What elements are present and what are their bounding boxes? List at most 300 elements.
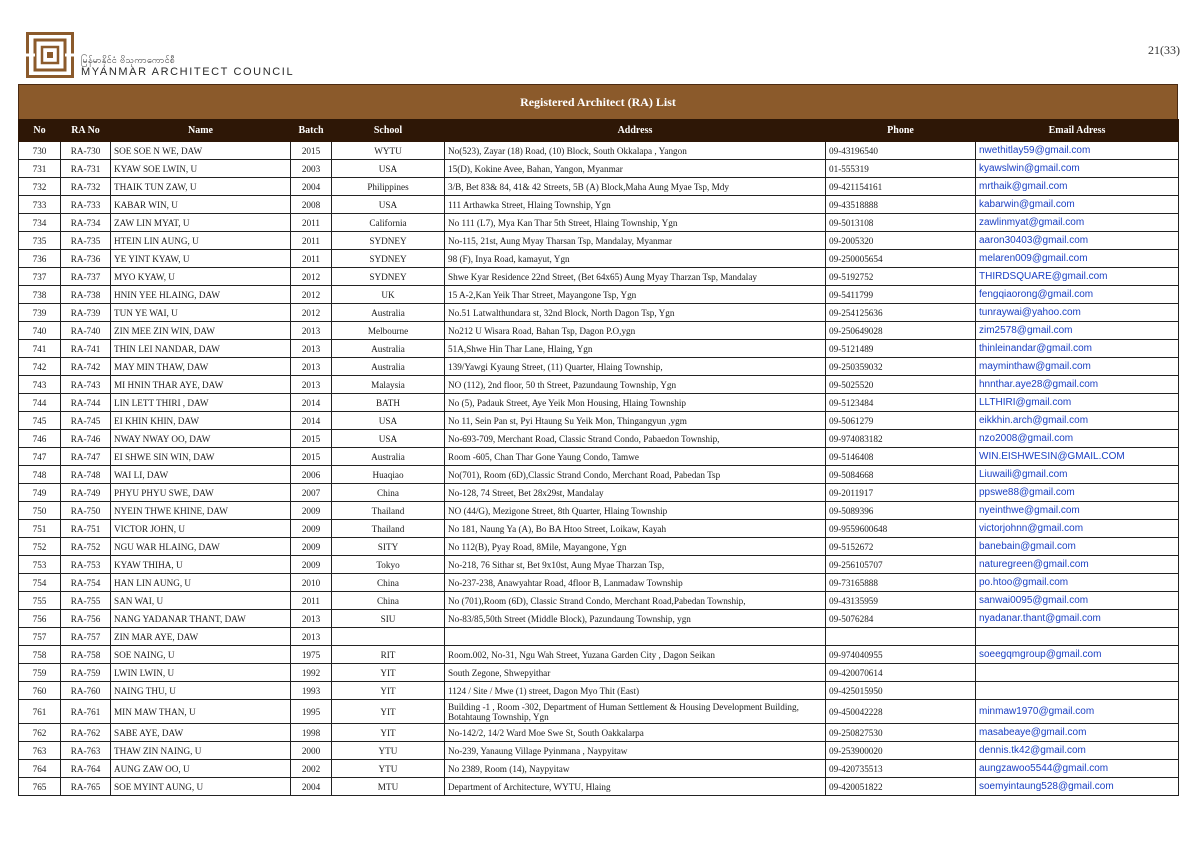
table-row bbox=[19, 142, 1179, 160]
ra-no-cell: RA-740 bbox=[61, 322, 111, 340]
no-cell: 743 bbox=[19, 376, 61, 394]
address-cell: 3/B, Bet 83& 84, 41& 42 Streets, 5B (A) Block,Maha Aung Myae Tsp, Mdy bbox=[445, 178, 826, 196]
address-cell: No-83/85,50th Street (Middle Block), Pazundaung Township, ygn bbox=[445, 610, 826, 628]
email-cell[interactable]: mrthaik@gmail.com bbox=[976, 178, 1179, 196]
no-cell: 741 bbox=[19, 340, 61, 358]
school-cell: SYDNEY bbox=[332, 232, 445, 250]
name-cell: ZAW LIN MYAT, U bbox=[111, 214, 291, 232]
address-cell: Room.002, No-31, Ngu Wah Street, Yuzana Garden City , Dagon Seikan bbox=[445, 646, 826, 664]
name-cell: PHYU PHYU SWE, DAW bbox=[111, 484, 291, 502]
phone-cell: 09-425015950 bbox=[826, 682, 976, 700]
no-cell: 739 bbox=[19, 304, 61, 322]
org-name-burmese: မြန်မာနိုင်ငံ ဗိသုကာကောင်စီ bbox=[81, 56, 176, 66]
phone-cell: 09-250827530 bbox=[826, 724, 976, 742]
table-row bbox=[19, 484, 1179, 502]
name-cell: EI SHWE SIN WIN, DAW bbox=[111, 448, 291, 466]
name-cell: THAIK TUN ZAW, U bbox=[111, 178, 291, 196]
no-cell: 750 bbox=[19, 502, 61, 520]
batch-cell: 2013 bbox=[291, 628, 332, 646]
batch-cell: 2004 bbox=[291, 178, 332, 196]
table-row bbox=[19, 700, 1179, 724]
ra-no-cell: RA-756 bbox=[61, 610, 111, 628]
school-cell: Australia bbox=[332, 340, 445, 358]
no-cell: 749 bbox=[19, 484, 61, 502]
phone-cell: 09-5411799 bbox=[826, 286, 976, 304]
address-cell: 51A,Shwe Hin Thar Lane, Hlaing, Ygn bbox=[445, 340, 826, 358]
email-cell[interactable]: minmaw1970@gmail.com bbox=[976, 700, 1179, 724]
name-cell: KABAR WIN, U bbox=[111, 196, 291, 214]
email-cell[interactable]: soeegqmgroup@gmail.com bbox=[976, 646, 1179, 664]
school-cell: China bbox=[332, 592, 445, 610]
batch-cell: 2010 bbox=[291, 574, 332, 592]
email-cell[interactable]: banebain@gmail.com bbox=[976, 538, 1179, 556]
col-school-header: School bbox=[332, 120, 445, 142]
school-cell: Huaqiao bbox=[332, 466, 445, 484]
address-cell: No (5), Padauk Street, Aye Yeik Mon Housing, Hlaing Township bbox=[445, 394, 826, 412]
no-cell: 763 bbox=[19, 742, 61, 760]
no-cell: 764 bbox=[19, 760, 61, 778]
phone-cell: 09-420070614 bbox=[826, 664, 976, 682]
address-cell: No-693-709, Merchant Road, Classic Strand Condo, Pabaedon Township, bbox=[445, 430, 826, 448]
no-cell: 757 bbox=[19, 628, 61, 646]
ra-no-cell: RA-765 bbox=[61, 778, 111, 796]
name-cell: NWAY NWAY OO, DAW bbox=[111, 430, 291, 448]
no-cell: 736 bbox=[19, 250, 61, 268]
ra-no-cell: RA-736 bbox=[61, 250, 111, 268]
school-cell: SITY bbox=[332, 538, 445, 556]
batch-cell: 2009 bbox=[291, 538, 332, 556]
address-cell: No 111 (L7), Mya Kan Thar 5th Street, Hlaing Township, Ygn bbox=[445, 214, 826, 232]
no-cell: 734 bbox=[19, 214, 61, 232]
address-cell: No-218, 76 Sithar st, Bet 9x10st, Aung Myae Tharzan Tsp, bbox=[445, 556, 826, 574]
ra-no-cell: RA-733 bbox=[61, 196, 111, 214]
batch-cell: 2013 bbox=[291, 322, 332, 340]
email-cell[interactable]: soemyintaung528@gmail.com bbox=[976, 778, 1179, 796]
school-cell: YIT bbox=[332, 700, 445, 724]
batch-cell: 1992 bbox=[291, 664, 332, 682]
name-cell: LWIN LWIN, U bbox=[111, 664, 291, 682]
table-row bbox=[19, 178, 1179, 196]
phone-cell: 09-5013108 bbox=[826, 214, 976, 232]
name-cell: SOE NAING, U bbox=[111, 646, 291, 664]
phone-cell: 09-250359032 bbox=[826, 358, 976, 376]
page-number: 21(33) bbox=[1148, 43, 1180, 57]
name-cell: HAN LIN AUNG, U bbox=[111, 574, 291, 592]
batch-cell: 1998 bbox=[291, 724, 332, 742]
phone-cell: 09-974083182 bbox=[826, 430, 976, 448]
phone-cell: 09-2005320 bbox=[826, 232, 976, 250]
batch-cell: 2013 bbox=[291, 376, 332, 394]
email-cell[interactable]: aaron30403@gmail.com bbox=[976, 232, 1179, 250]
school-cell: Philippines bbox=[332, 178, 445, 196]
table-body bbox=[19, 142, 1179, 796]
no-cell: 748 bbox=[19, 466, 61, 484]
table-row bbox=[19, 538, 1179, 556]
batch-cell: 2014 bbox=[291, 412, 332, 430]
phone-cell: 09-450042228 bbox=[826, 700, 976, 724]
table-row bbox=[19, 286, 1179, 304]
address-cell: No (701),Room (6D), Classic Strand Condo, Merchant Road,Pabedan Township, bbox=[445, 592, 826, 610]
no-cell: 735 bbox=[19, 232, 61, 250]
address-cell: Shwe Kyar Residence 22nd Street, (Bet 64x65) Aung Myay Tharzan Tsp, Mandalay bbox=[445, 268, 826, 286]
name-cell: ZIN MAR AYE, DAW bbox=[111, 628, 291, 646]
school-cell bbox=[332, 628, 445, 646]
ra-no-cell: RA-732 bbox=[61, 178, 111, 196]
school-cell: China bbox=[332, 484, 445, 502]
email-cell[interactable]: THIRDSQUARE@gmail.com bbox=[976, 268, 1179, 286]
phone-cell: 09-5084668 bbox=[826, 466, 976, 484]
address-cell: 139/Yawgi Kyaung Street, (11) Quarter, Hlaing Township, bbox=[445, 358, 826, 376]
table-row bbox=[19, 778, 1179, 796]
table-row bbox=[19, 268, 1179, 286]
school-cell: Thailand bbox=[332, 520, 445, 538]
email-cell[interactable]: masabeaye@gmail.com bbox=[976, 724, 1179, 742]
ra-no-cell: RA-757 bbox=[61, 628, 111, 646]
no-cell: 746 bbox=[19, 430, 61, 448]
school-cell: SYDNEY bbox=[332, 250, 445, 268]
table-row bbox=[19, 358, 1179, 376]
address-cell: 98 (F), Inya Road, kamayut, Ygn bbox=[445, 250, 826, 268]
no-cell: 752 bbox=[19, 538, 61, 556]
ra-no-cell: RA-737 bbox=[61, 268, 111, 286]
school-cell: USA bbox=[332, 430, 445, 448]
school-cell: Malaysia bbox=[332, 376, 445, 394]
phone-cell: 09-5152672 bbox=[826, 538, 976, 556]
no-cell: 744 bbox=[19, 394, 61, 412]
phone-cell: 09-5061279 bbox=[826, 412, 976, 430]
no-cell: 754 bbox=[19, 574, 61, 592]
phone-cell: 09-5146408 bbox=[826, 448, 976, 466]
no-cell: 742 bbox=[19, 358, 61, 376]
table-row bbox=[19, 430, 1179, 448]
ra-no-cell: RA-752 bbox=[61, 538, 111, 556]
email-cell[interactable]: nwethitlay59@gmail.com bbox=[976, 142, 1179, 160]
name-cell: NAING THU, U bbox=[111, 682, 291, 700]
ra-no-cell: RA-746 bbox=[61, 430, 111, 448]
col-address-header: Address bbox=[445, 120, 826, 142]
name-cell: SOE SOE N WE, DAW bbox=[111, 142, 291, 160]
table-row bbox=[19, 160, 1179, 178]
school-cell: MTU bbox=[332, 778, 445, 796]
name-cell: KYAW SOE LWIN, U bbox=[111, 160, 291, 178]
name-cell: TUN YE WAI, U bbox=[111, 304, 291, 322]
table-row bbox=[19, 760, 1179, 778]
school-cell: RIT bbox=[332, 646, 445, 664]
batch-cell: 2015 bbox=[291, 448, 332, 466]
batch-cell: 2009 bbox=[291, 520, 332, 538]
school-cell: SYDNEY bbox=[332, 268, 445, 286]
batch-cell: 2014 bbox=[291, 394, 332, 412]
school-cell: YIT bbox=[332, 724, 445, 742]
address-cell: No-239, Yanaung Village Pyinmana , Naypyitaw bbox=[445, 742, 826, 760]
address-cell: NO (44/G), Mezigone Street, 8th Quarter, Hlaing Township bbox=[445, 502, 826, 520]
address-cell: NO (112), 2nd floor, 50 th Street, Pazundaung Township, Ygn bbox=[445, 376, 826, 394]
email-cell[interactable]: nyadanar.thant@gmail.com bbox=[976, 610, 1179, 628]
name-cell: VICTOR JOHN, U bbox=[111, 520, 291, 538]
no-cell: 738 bbox=[19, 286, 61, 304]
table-row bbox=[19, 664, 1179, 682]
batch-cell: 1993 bbox=[291, 682, 332, 700]
col-batch-header: Batch bbox=[291, 120, 332, 142]
address-cell bbox=[445, 628, 826, 646]
name-cell: NYEIN THWE KHINE, DAW bbox=[111, 502, 291, 520]
name-cell: KYAW THIHA, U bbox=[111, 556, 291, 574]
address-cell: No-142/2, 14/2 Ward Moe Swe St, South Oakkalarpa bbox=[445, 724, 826, 742]
address-cell: 1124 / Site / Mwe (1) street, Dagon Myo Thit (East) bbox=[445, 682, 826, 700]
email-cell[interactable]: kyawslwin@gmail.com bbox=[976, 160, 1179, 178]
batch-cell: 2012 bbox=[291, 304, 332, 322]
batch-cell: 2008 bbox=[291, 196, 332, 214]
email-cell[interactable]: nyeinthwe@gmail.com bbox=[976, 502, 1179, 520]
table-row bbox=[19, 592, 1179, 610]
email-cell[interactable]: WIN.EISHWESIN@GMAIL.COM bbox=[976, 448, 1179, 466]
email-cell[interactable]: fengqiaorong@gmail.com bbox=[976, 286, 1179, 304]
school-cell: UK bbox=[332, 286, 445, 304]
school-cell: Australia bbox=[332, 448, 445, 466]
email-cell[interactable]: po.htoo@gmail.com bbox=[976, 574, 1179, 592]
ra-no-cell: RA-760 bbox=[61, 682, 111, 700]
name-cell: MYO KYAW, U bbox=[111, 268, 291, 286]
phone-cell: 09-974040955 bbox=[826, 646, 976, 664]
batch-cell: 2009 bbox=[291, 502, 332, 520]
ra-no-cell: RA-738 bbox=[61, 286, 111, 304]
address-cell: 111 Arthawka Street, Hlaing Township, Ygn bbox=[445, 196, 826, 214]
batch-cell: 2011 bbox=[291, 592, 332, 610]
table-row bbox=[19, 466, 1179, 484]
name-cell: NGU WAR HLAING, DAW bbox=[111, 538, 291, 556]
ra-no-cell: RA-730 bbox=[61, 142, 111, 160]
name-cell: WAI LI, DAW bbox=[111, 466, 291, 484]
batch-cell: 2004 bbox=[291, 778, 332, 796]
school-cell: China bbox=[332, 574, 445, 592]
school-cell: Melbourne bbox=[332, 322, 445, 340]
phone-cell: 09-250649028 bbox=[826, 322, 976, 340]
email-cell[interactable]: tunraywai@yahoo.com bbox=[976, 304, 1179, 322]
email-cell bbox=[976, 682, 1179, 700]
email-cell[interactable]: Liuwaili@gmail.com bbox=[976, 466, 1179, 484]
email-cell[interactable]: nzo2008@gmail.com bbox=[976, 430, 1179, 448]
phone-cell: 09-253900020 bbox=[826, 742, 976, 760]
no-cell: 745 bbox=[19, 412, 61, 430]
phone-cell: 09-421154161 bbox=[826, 178, 976, 196]
batch-cell: 1995 bbox=[291, 700, 332, 724]
table-row bbox=[19, 502, 1179, 520]
phone-cell: 09-256105707 bbox=[826, 556, 976, 574]
ra-no-cell: RA-743 bbox=[61, 376, 111, 394]
name-cell: THIN LEI NANDAR, DAW bbox=[111, 340, 291, 358]
table-row bbox=[19, 574, 1179, 592]
ra-no-cell: RA-751 bbox=[61, 520, 111, 538]
email-cell[interactable]: LLTHIRI@gmail.com bbox=[976, 394, 1179, 412]
school-cell: USA bbox=[332, 412, 445, 430]
school-cell: Tokyo bbox=[332, 556, 445, 574]
ra-no-cell: RA-744 bbox=[61, 394, 111, 412]
address-cell: Room -605, Chan Thar Gone Yaung Condo, Tamwe bbox=[445, 448, 826, 466]
batch-cell: 1975 bbox=[291, 646, 332, 664]
address-cell: No 112(B), Pyay Road, 8Mile, Mayangone, Ygn bbox=[445, 538, 826, 556]
name-cell: THAW ZIN NAING, U bbox=[111, 742, 291, 760]
name-cell: SOE MYINT AUNG, U bbox=[111, 778, 291, 796]
school-cell: Australia bbox=[332, 304, 445, 322]
table-header-row bbox=[19, 120, 1179, 142]
email-cell[interactable]: eikkhin.arch@gmail.com bbox=[976, 412, 1179, 430]
address-cell: 15 A-2,Kan Yeik Thar Street, Mayangone Tsp, Ygn bbox=[445, 286, 826, 304]
ra-no-cell: RA-762 bbox=[61, 724, 111, 742]
name-cell: MAY MIN THAW, DAW bbox=[111, 358, 291, 376]
ra-no-cell: RA-754 bbox=[61, 574, 111, 592]
no-cell: 732 bbox=[19, 178, 61, 196]
table-row bbox=[19, 304, 1179, 322]
address-cell: No(523), Zayar (18) Road, (10) Block, South Okkalapa , Yangon bbox=[445, 142, 826, 160]
architect-table bbox=[18, 119, 1179, 796]
school-cell: USA bbox=[332, 196, 445, 214]
col-email-header: Email Adress bbox=[976, 120, 1179, 142]
phone-cell: 09-250005654 bbox=[826, 250, 976, 268]
table-row bbox=[19, 610, 1179, 628]
address-cell: No 11, Sein Pan st, Pyi Htaung Su Yeik Mon, Thingangyun ,ygm bbox=[445, 412, 826, 430]
phone-cell: 09-420735513 bbox=[826, 760, 976, 778]
ra-no-cell: RA-759 bbox=[61, 664, 111, 682]
school-cell: YTU bbox=[332, 760, 445, 778]
no-cell: 740 bbox=[19, 322, 61, 340]
email-cell[interactable]: victorjohnn@gmail.com bbox=[976, 520, 1179, 538]
no-cell: 731 bbox=[19, 160, 61, 178]
no-cell: 758 bbox=[19, 646, 61, 664]
council-logo-icon bbox=[26, 32, 74, 78]
no-cell: 730 bbox=[19, 142, 61, 160]
ra-no-cell: RA-745 bbox=[61, 412, 111, 430]
batch-cell: 2011 bbox=[291, 232, 332, 250]
no-cell: 751 bbox=[19, 520, 61, 538]
phone-cell: 09-254125636 bbox=[826, 304, 976, 322]
ra-no-cell: RA-761 bbox=[61, 700, 111, 724]
school-cell: SIU bbox=[332, 610, 445, 628]
name-cell: ZIN MEE ZIN WIN, DAW bbox=[111, 322, 291, 340]
no-cell: 733 bbox=[19, 196, 61, 214]
table-row bbox=[19, 322, 1179, 340]
table-row bbox=[19, 232, 1179, 250]
ra-no-cell: RA-747 bbox=[61, 448, 111, 466]
table-row bbox=[19, 742, 1179, 760]
name-cell: HNIN YEE HLAING, DAW bbox=[111, 286, 291, 304]
col-phone-header: Phone bbox=[826, 120, 976, 142]
table-row bbox=[19, 394, 1179, 412]
table-row bbox=[19, 520, 1179, 538]
ra-no-cell: RA-741 bbox=[61, 340, 111, 358]
phone-cell: 09-5121489 bbox=[826, 340, 976, 358]
phone-cell: 01-555319 bbox=[826, 160, 976, 178]
email-cell[interactable]: melaren009@gmail.com bbox=[976, 250, 1179, 268]
address-cell: 15(D), Kokine Avee, Bahan, Yangon, Myanmar bbox=[445, 160, 826, 178]
no-cell: 756 bbox=[19, 610, 61, 628]
ra-no-cell: RA-734 bbox=[61, 214, 111, 232]
phone-cell: 09-5123484 bbox=[826, 394, 976, 412]
school-cell: YTU bbox=[332, 742, 445, 760]
name-cell: NANG YADANAR THANT, DAW bbox=[111, 610, 291, 628]
email-cell[interactable]: naturegreen@gmail.com bbox=[976, 556, 1179, 574]
table-row bbox=[19, 448, 1179, 466]
ra-no-cell: RA-764 bbox=[61, 760, 111, 778]
email-cell[interactable]: dennis.tk42@gmail.com bbox=[976, 742, 1179, 760]
batch-cell: 2012 bbox=[291, 286, 332, 304]
name-cell: LIN LETT THIRI , DAW bbox=[111, 394, 291, 412]
ra-no-cell: RA-742 bbox=[61, 358, 111, 376]
email-cell[interactable]: aungzawoo5544@gmail.com bbox=[976, 760, 1179, 778]
school-cell: BATH bbox=[332, 394, 445, 412]
table-row bbox=[19, 724, 1179, 742]
name-cell: EI KHIN KHIN, DAW bbox=[111, 412, 291, 430]
table-row bbox=[19, 682, 1179, 700]
phone-cell: 09-5192752 bbox=[826, 268, 976, 286]
batch-cell: 2009 bbox=[291, 556, 332, 574]
col-name-header: Name bbox=[111, 120, 291, 142]
ra-no-cell: RA-749 bbox=[61, 484, 111, 502]
phone-cell: 09-9559600648 bbox=[826, 520, 976, 538]
table-row bbox=[19, 628, 1179, 646]
phone-cell: 09-43196540 bbox=[826, 142, 976, 160]
address-cell: No212 U Wisara Road, Bahan Tsp, Dagon P.O,ygn bbox=[445, 322, 826, 340]
table-title: Registered Architect (RA) List bbox=[18, 84, 1178, 119]
school-cell: YIT bbox=[332, 664, 445, 682]
address-cell: Building -1 , Room -302, Department of Human Settlement & Housing Development Building, Botahtaung Township, Ygn bbox=[445, 700, 826, 724]
phone-cell: 09-2011917 bbox=[826, 484, 976, 502]
address-cell: No-237-238, Anawyahtar Road, 4floor B, Lanmadaw Township bbox=[445, 574, 826, 592]
ra-no-cell: RA-748 bbox=[61, 466, 111, 484]
batch-cell: 2006 bbox=[291, 466, 332, 484]
school-cell: USA bbox=[332, 160, 445, 178]
email-cell[interactable]: zawlinmyat@gmail.com bbox=[976, 214, 1179, 232]
email-cell[interactable]: kabarwin@gmail.com bbox=[976, 196, 1179, 214]
email-cell[interactable]: zim2578@gmail.com bbox=[976, 322, 1179, 340]
phone-cell: 09-73165888 bbox=[826, 574, 976, 592]
col-no-header: No bbox=[19, 120, 61, 142]
address-cell: South Zegone, Shwepyithar bbox=[445, 664, 826, 682]
batch-cell: 2003 bbox=[291, 160, 332, 178]
name-cell: AUNG ZAW OO, U bbox=[111, 760, 291, 778]
name-cell: HTEIN LIN AUNG, U bbox=[111, 232, 291, 250]
no-cell: 759 bbox=[19, 664, 61, 682]
ra-no-cell: RA-731 bbox=[61, 160, 111, 178]
batch-cell: 2002 bbox=[291, 760, 332, 778]
school-cell: California bbox=[332, 214, 445, 232]
org-name: MYANMAR ARCHITECT COUNCIL bbox=[81, 66, 295, 78]
batch-cell: 2007 bbox=[291, 484, 332, 502]
name-cell: YE YINT KYAW, U bbox=[111, 250, 291, 268]
name-cell: MIN MAW THAN, U bbox=[111, 700, 291, 724]
school-cell: WYTU bbox=[332, 142, 445, 160]
name-cell: SAN WAI, U bbox=[111, 592, 291, 610]
email-cell[interactable]: sanwai0095@gmail.com bbox=[976, 592, 1179, 610]
ra-no-cell: RA-739 bbox=[61, 304, 111, 322]
no-cell: 762 bbox=[19, 724, 61, 742]
table-row bbox=[19, 340, 1179, 358]
email-cell bbox=[976, 628, 1179, 646]
email-cell[interactable]: ppswe88@gmail.com bbox=[976, 484, 1179, 502]
email-cell[interactable]: hnnthar.aye28@gmail.com bbox=[976, 376, 1179, 394]
email-cell[interactable]: mayminthaw@gmail.com bbox=[976, 358, 1179, 376]
batch-cell: 2013 bbox=[291, 340, 332, 358]
phone-cell: 09-5076284 bbox=[826, 610, 976, 628]
table-row bbox=[19, 214, 1179, 232]
address-cell: Department of Architecture, WYTU, Hlaing bbox=[445, 778, 826, 796]
ra-no-cell: RA-753 bbox=[61, 556, 111, 574]
phone-cell: 09-43518888 bbox=[826, 196, 976, 214]
phone-cell bbox=[826, 628, 976, 646]
address-cell: No-128, 74 Street, Bet 28x29st, Mandalay bbox=[445, 484, 826, 502]
no-cell: 737 bbox=[19, 268, 61, 286]
email-cell[interactable]: thinleinandar@gmail.com bbox=[976, 340, 1179, 358]
table-row bbox=[19, 646, 1179, 664]
